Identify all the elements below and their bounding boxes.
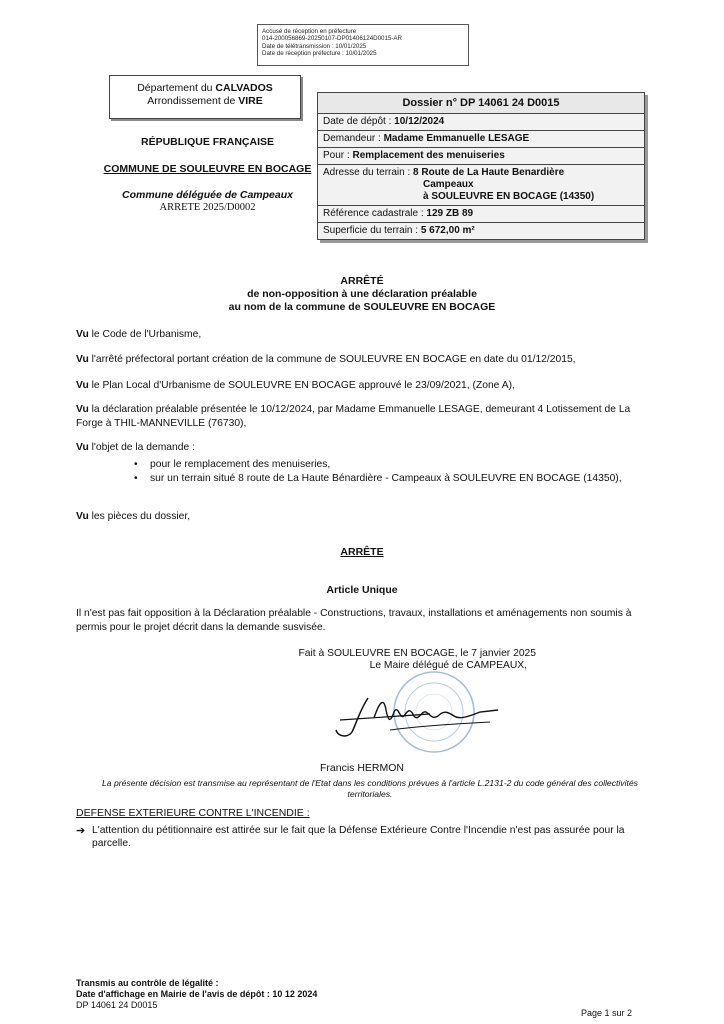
superficie-row (318, 222, 644, 239)
arrondissement-prefix: Arrondissement de (147, 95, 239, 107)
demandeur-row (318, 130, 644, 147)
cadastre-row (318, 205, 644, 222)
defense-incendie-title: DEFENSE EXTERIEURE CONTRE L'INCENDIE : (76, 807, 310, 819)
departement-prefix: Département du (137, 82, 216, 94)
vu-keyword: Vu (76, 511, 89, 522)
vu-text: le Code de l'Urbanisme, (88, 329, 202, 340)
vu-keyword: Vu (76, 380, 89, 391)
footer-transmis: Transmis au contrôle de légalité : (76, 978, 219, 988)
arrondissement-line (110, 95, 300, 108)
commune-deleguee: Commune déléguée de Campeaux (122, 189, 293, 201)
vu-keyword: Vu (76, 354, 89, 365)
place-date: Fait à SOULEUVRE EN BOCAGE, le 7 janvier 2025 (298, 648, 536, 659)
commune-heading: COMMUNE DE SOULEUVRE EN BOCAGE (103, 163, 312, 175)
cadastre-value: 129 ZB 89 (426, 208, 474, 219)
republic-heading: RÉPUBLIQUE FRANÇAISE (140, 136, 274, 148)
dossier-title: Dossier n° DP 14061 24 D0015 (318, 93, 644, 113)
vu-arrete-prefectoral (76, 353, 636, 367)
vu-keyword: Vu (76, 404, 89, 415)
vu-keyword: Vu (76, 329, 89, 340)
demandeur-value: Madame Emmanuelle LESAGE (383, 133, 530, 144)
depot-value: 10/12/2024 (394, 116, 445, 127)
stamp-line: Date de télétransmission : 10/01/2025 (262, 42, 367, 50)
transmission-note: La présente décision est transmise au représentant de l'Etat dans les conditions prévues à l'article L.2131-2 du code général des collectivités territoriales. (102, 778, 638, 799)
adresse-line2: Campeaux (423, 179, 474, 190)
adresse-line3: à SOULEUVRE EN BOCAGE (14350) (423, 191, 595, 202)
vu-text: les pièces du dossier, (88, 511, 191, 522)
pour-row (318, 147, 644, 164)
departement-box (109, 75, 301, 119)
arrondissement-name: VIRE (238, 95, 263, 107)
list-item: • pour le remplacement des menuiseries, (128, 458, 640, 472)
vu-declaration (76, 403, 636, 430)
arrete-number: ARRETE 2025/D0002 (159, 202, 256, 213)
adresse-label: Adresse du terrain : (323, 167, 414, 178)
vu-text: l'arrêté préfectoral portant création de la commune de SOULEUVRE EN BOCAGE en date du 01/12/2015, (88, 354, 576, 365)
arrete-title: ARRÊTÉ (340, 275, 384, 287)
footer (76, 978, 317, 1011)
vu-plu (76, 379, 636, 393)
arrete-subtitle-2: au nom de la commune de SOULEUVRE EN BOCAGE (228, 301, 496, 313)
demandeur-label: Demandeur : (323, 133, 384, 144)
vu-text: le Plan Local d'Urbanisme de SOULEUVRE EN BOCAGE approuvé le 23/09/2021, (Zone A), (88, 380, 515, 391)
pour-label: Pour : (323, 150, 353, 161)
departement-line (110, 82, 300, 95)
vu-text: la déclaration préalable présentée le 10/12/2024, par Madame Emmanuelle LESAGE, demeurant 4 Lotissement de La Forge à THIL-MANNEVILLE (76730), (76, 404, 631, 429)
adresse-row (318, 164, 644, 205)
vu-code-urbanisme (76, 328, 636, 342)
vu-text: l'objet de la demande : (88, 442, 195, 453)
article-unique: Article Unique (326, 584, 398, 596)
signer-name: Francis HERMON (319, 762, 404, 774)
departement-name: CALVADOS (215, 82, 273, 94)
pour-value: Remplacement des menuiseries (352, 150, 505, 161)
signatory-role: Le Maire délégué de CAMPEAUX, (369, 660, 527, 671)
superficie-value: 5 672,00 m² (420, 225, 475, 236)
stamp-line: 014-200056869-20250107-DP01406124D0015-AR (262, 35, 403, 43)
vu-pieces (76, 510, 636, 524)
objet-list (128, 458, 640, 485)
article-text: Il n'est pas fait opposition à la Déclaration préalable - Constructions, travaux, installations et aménagements non soumis à permis pour le projet décrit dans la demande susvisée. (76, 608, 632, 633)
vu-objet (76, 441, 636, 455)
footer-dossier-ref: DP 14061 24 D0015 (76, 1000, 158, 1010)
defense-incendie-text: L'attention du pétitionnaire est attirée sur le fait que la Défense Extérieure Contre l'Incendie n'est pas assurée pour la parcelle. (92, 825, 625, 849)
page-number: Page 1 sur 2 (580, 1008, 632, 1018)
stamp-line: Accusé de réception en préfecture (262, 28, 357, 35)
arrow-right-icon: ➔ (76, 825, 86, 837)
reception-stamp (257, 24, 469, 66)
list-item: • sur un terrain situé 8 route de La Haute Bénardière - Campeaux à SOULEUVRE EN BOCAGE (14350), (128, 472, 640, 486)
depot-row (318, 113, 644, 130)
arrete-subtitle-1: de non-opposition à une déclaration préalable (247, 288, 477, 300)
vu-keyword: Vu (76, 442, 89, 453)
signature-image (330, 690, 505, 740)
dossier-table (317, 92, 645, 240)
adresse-line1: 8 Route de La Haute Benardière (413, 167, 565, 178)
depot-label: Date de dépôt : (323, 116, 395, 127)
stamp-line: Date de réception préfecture : 10/01/2025 (262, 50, 377, 58)
footer-affichage: Date d'affichage en Mairie de l'avis de dépôt : 10 12 2024 (76, 989, 318, 999)
arrete-heading: ARRÊTE (340, 546, 384, 558)
cadastre-label: Référence cadastrale : (323, 208, 427, 219)
superficie-label: Superficie du terrain : (323, 225, 421, 236)
